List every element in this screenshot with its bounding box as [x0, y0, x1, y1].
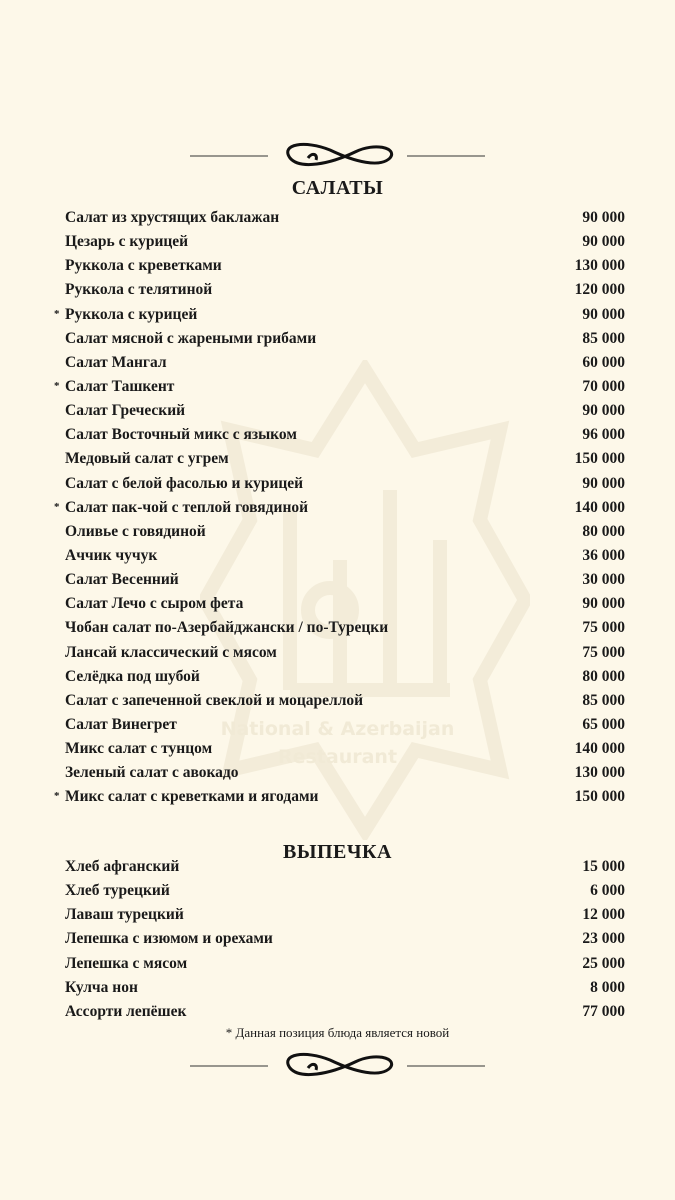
menu-item-name: Ассорти лепёшек: [65, 1002, 187, 1020]
menu-item: [54, 952, 625, 976]
menu-item-name: Лаваш турецкий: [65, 906, 184, 924]
menu-item-name: Руккола с креветками: [65, 257, 222, 275]
menu-item: [54, 399, 625, 423]
menu-item: [54, 351, 625, 375]
menu-item: [54, 879, 625, 903]
menu-item: [54, 472, 625, 496]
menu-item: [54, 689, 625, 713]
footnote: * Данная позиция блюда является новой: [225, 1025, 450, 1040]
new-item-marker: *: [54, 379, 60, 392]
menu-item-name: Салат Греческий: [65, 402, 186, 420]
menu-item-price: 85 000: [582, 329, 625, 347]
ornament-divider-bottom: [190, 1046, 485, 1086]
menu-item-price: 120 000: [574, 281, 625, 299]
section-title-salads: САЛАТЫ: [291, 177, 384, 199]
menu-item-name: Салат Мангал: [65, 353, 167, 371]
menu-item-name: Салат Восточный микс с языком: [65, 426, 297, 444]
bakery-list: [54, 855, 625, 1024]
menu-item: [54, 903, 625, 927]
menu-item-price: 65 000: [582, 716, 625, 734]
menu-item-price: 8 000: [590, 978, 625, 996]
menu-item: [54, 927, 625, 951]
menu-item-price: 90 000: [582, 474, 625, 492]
menu-item-price: 36 000: [582, 547, 625, 565]
menu-item: [54, 592, 625, 616]
menu-item-price: 90 000: [582, 595, 625, 613]
menu-item-name: Салат мясной с жареными грибами: [65, 329, 317, 347]
menu-item-name: Медовый салат с угрем: [65, 450, 229, 468]
menu-item-name: Салат Ташкент: [65, 378, 175, 396]
menu-item: [54, 496, 625, 520]
menu-item-name: Лепешка с мясом: [65, 954, 188, 972]
menu-item-price: 96 000: [582, 426, 625, 444]
menu-item-price: 80 000: [582, 667, 625, 685]
ornament-divider-top: [190, 136, 485, 176]
watermark-line1: National & Azerbaijan: [220, 718, 455, 740]
menu-item-name: Салат Винегрет: [65, 716, 177, 734]
menu-item-price: 90 000: [582, 209, 625, 227]
menu-item-price: 23 000: [582, 930, 625, 948]
menu-item-name: Руккола с телятиной: [65, 281, 213, 299]
menu-item: [54, 230, 625, 254]
menu-item-price: 90 000: [582, 305, 625, 323]
new-item-marker: *: [54, 307, 60, 320]
menu-item: [54, 327, 625, 351]
menu-item: [54, 785, 625, 809]
watermark-line2: Restaurant: [277, 746, 398, 768]
menu-item: [54, 737, 625, 761]
menu-item-name: Лансай классический с мясом: [65, 643, 277, 661]
menu-item-name: Аччик чучук: [65, 547, 158, 565]
menu-item-price: 70 000: [582, 378, 625, 396]
menu-item-price: 140 000: [574, 498, 625, 516]
menu-item-price: 80 000: [582, 522, 625, 540]
menu-item-name: Салат пак-чой с теплой говядиной: [65, 498, 309, 516]
menu-item-name: Хлеб турецкий: [65, 882, 170, 900]
menu-item-name: Лепешка с изюмом и орехами: [65, 930, 273, 948]
menu-item-price: 15 000: [582, 858, 625, 876]
menu-item: [54, 976, 625, 1000]
menu-item-price: 25 000: [582, 954, 625, 972]
menu-item-price: 75 000: [582, 643, 625, 661]
menu-item-price: 77 000: [582, 1002, 625, 1020]
menu-item: [54, 1000, 625, 1024]
new-item-marker: *: [54, 790, 60, 803]
menu-item-price: 75 000: [582, 619, 625, 637]
menu-item-name: Микс салат с тунцом: [65, 740, 213, 758]
menu-item: [54, 568, 625, 592]
menu-item-price: 12 000: [582, 906, 625, 924]
menu-item-price: 85 000: [582, 691, 625, 709]
menu-item: [54, 520, 625, 544]
menu-item-price: 6 000: [590, 882, 625, 900]
menu-item-name: Салат Лечо с сыром фета: [65, 595, 244, 613]
menu-item-name: Кулча нон: [65, 978, 138, 996]
menu-item: [54, 423, 625, 447]
menu-item-price: 30 000: [582, 571, 625, 589]
menu-item-name: Хлеб афганский: [65, 858, 180, 876]
menu-item: [54, 278, 625, 302]
menu-item-name: Салат с белой фасолью и курицей: [65, 474, 304, 492]
menu-item-name: Оливье с говядиной: [65, 522, 206, 540]
menu-item: [54, 855, 625, 879]
menu-item-name: Микс салат с креветками и ягодами: [65, 788, 319, 806]
menu-item: [54, 303, 625, 327]
menu-item: [54, 206, 625, 230]
menu-item: [54, 447, 625, 471]
menu-item: [54, 616, 625, 640]
menu-item: [54, 544, 625, 568]
menu-item-price: 130 000: [574, 257, 625, 275]
menu-item: [54, 761, 625, 785]
menu-item-name: Салат Весенний: [65, 571, 179, 589]
menu-item-name: Салат с запеченной свеклой и моцареллой: [65, 691, 364, 709]
new-item-marker: *: [54, 500, 60, 513]
menu-item: [54, 713, 625, 737]
menu-item-name: Чобан салат по-Азербайджански / по-Турецки: [65, 619, 389, 637]
menu-item-price: 60 000: [582, 353, 625, 371]
menu-item: [54, 665, 625, 689]
salads-list: [54, 206, 625, 810]
menu-item: [54, 375, 625, 399]
menu-item-name: Салат из хрустящих баклажан: [65, 209, 280, 227]
section-title-bakery: ВЫПЕЧКА: [283, 841, 392, 863]
menu-item-name: Цезарь с курицей: [65, 233, 189, 251]
menu-item: [54, 641, 625, 665]
menu-item-price: 150 000: [574, 788, 625, 806]
menu-item-name: Руккола с курицей: [65, 305, 198, 323]
menu-item-name: Селёдка под шубой: [65, 667, 200, 685]
menu-item-name: Зеленый салат с авокадо: [65, 764, 239, 782]
menu-item-price: 140 000: [574, 740, 625, 758]
menu-item-price: 130 000: [574, 764, 625, 782]
menu-item-price: 150 000: [574, 450, 625, 468]
menu-item-price: 90 000: [582, 402, 625, 420]
menu-item-price: 90 000: [582, 233, 625, 251]
menu-item: [54, 254, 625, 278]
